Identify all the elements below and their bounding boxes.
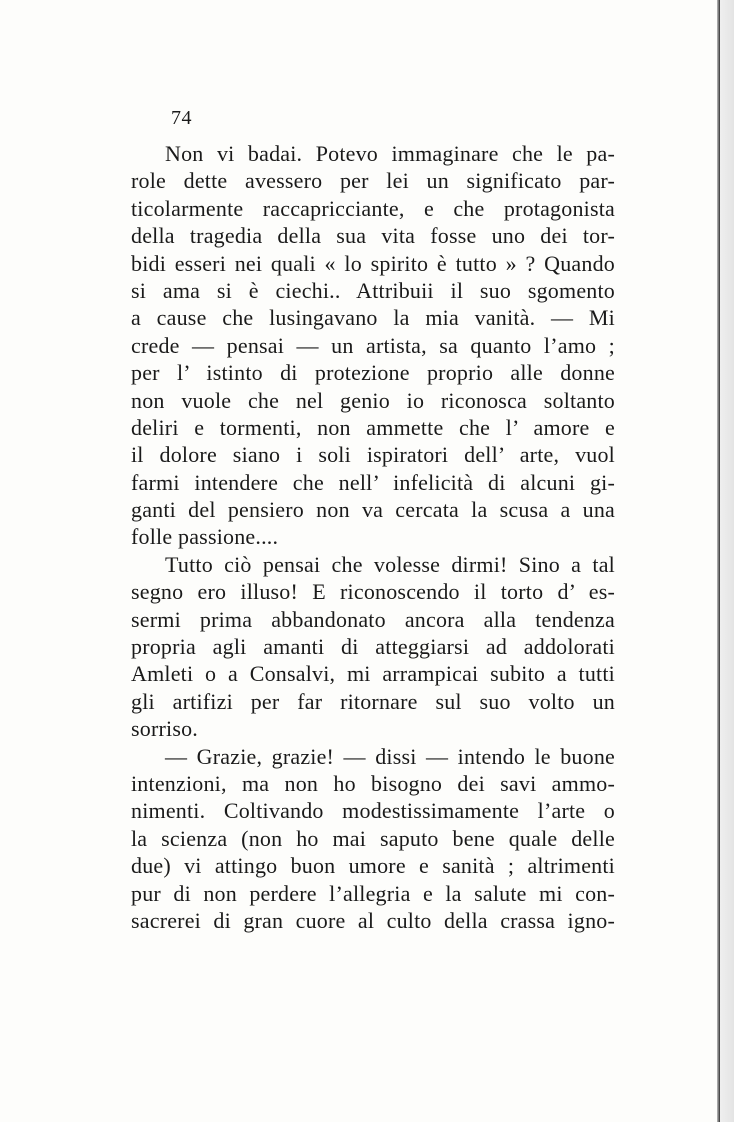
text-line: la scienza (non ho mai saputo bene quale delle <box>131 825 615 851</box>
text-line: ticolarmente raccapricciante, e che protagonista <box>131 195 615 221</box>
text-line: folle passione.... <box>131 524 279 550</box>
text-line: della tragedia della sua vita fosse uno dei tor- <box>131 223 615 249</box>
text-line: Non vi badai. Potevo immaginare che le pa- <box>165 141 615 166</box>
text-line: non vuole che nel genio io riconosca soltanto <box>131 387 615 413</box>
text-line: nimenti. Coltivando modestissimamente l’arte o <box>131 798 615 824</box>
body-text <box>131 140 615 934</box>
text-line: sorriso. <box>131 716 198 742</box>
text-line: Amleti o a Consalvi, mi arrampicai subito a tutti <box>131 661 615 687</box>
text-line: intenzioni, ma non ho bisogno dei savi ammo- <box>131 770 615 796</box>
page-edge-shadow <box>720 0 734 1122</box>
text-line: sermi prima abbandonato ancora alla tendenza <box>131 606 615 632</box>
text-line: per l’ istinto di protezione proprio alle donne <box>131 360 615 386</box>
text-line: il dolore siano i soli ispiratori dell’ arte, vuol <box>131 442 615 468</box>
text-line: pur di non perdere l’allegria e la salute mi con- <box>131 880 615 906</box>
text-line: deliri e tormenti, non ammette che l’ amore e <box>131 414 615 440</box>
text-line: crede — pensai — un artista, sa quanto l’amo ; <box>131 332 615 358</box>
text-line: farmi intendere che nell’ infelicità di alcuni gi- <box>131 469 615 495</box>
page-edge-line <box>717 0 720 1122</box>
text-line: role dette avessero per lei un significato par- <box>131 168 615 194</box>
text-line: due) vi attingo buon umore e sanità ; altrimenti <box>131 853 615 879</box>
text-line: sacrerei di gran cuore al culto della crassa igno- <box>131 907 615 933</box>
text-line: — Grazie, grazie! — dissi — intendo le buone <box>165 743 615 769</box>
text-line: ganti del pensiero non va cercata la scusa a una <box>131 497 615 523</box>
text-line: propria agli amanti di atteggiarsi ad addolorati <box>131 634 615 660</box>
text-line: Tutto ciò pensai che volesse dirmi! Sino a tal <box>165 551 615 577</box>
text-line: bidi esseri nei quali « lo spirito è tutto » ? Quando <box>131 250 615 276</box>
text-line: gli artifizi per far ritornare sul suo volto un <box>131 688 615 714</box>
page-number: 74 <box>171 107 192 129</box>
text-line: si ama si è ciechi.. Attribuii il suo sgomento <box>131 277 615 303</box>
text-line: segno ero illuso! E riconoscendo il torto d’ es- <box>131 579 615 605</box>
text-line: a cause che lusingavano la mia vanità. — Mi <box>131 305 615 331</box>
